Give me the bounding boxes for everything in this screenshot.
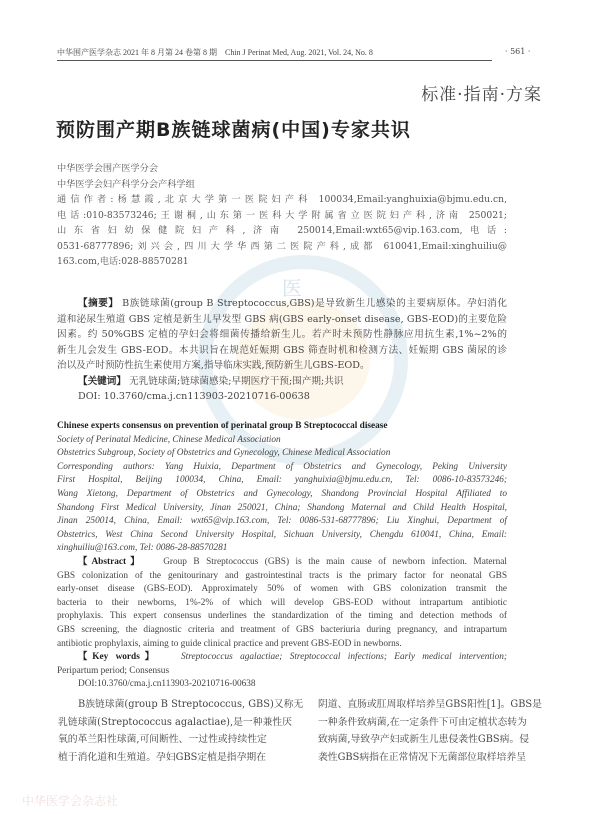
english-corresponding: xinghuiliu@163.com, Tel: 0086-28-88570281 — [57, 543, 228, 554]
watermark-seal-text: 医 — [282, 276, 302, 300]
abstract-line: 道和泌尿生殖道 GBS 定植是新生儿早发型 GBS 病(GBS early-onset disease, GBS-EOD)的主要危险 — [57, 313, 507, 325]
affiliation: 中华医学会妇产科学分会产科学组 — [57, 178, 195, 190]
publisher-watermark: 中华医学会杂志社 — [22, 794, 119, 808]
body-line: 乳链球菌(Streptococcus agalactiae),是一种兼性厌 — [58, 716, 292, 728]
abstract-line: 因素。约 50%GBS 定植的孕妇会将细菌传播给新生儿。若产时未预防性静脉应用抗生素,1%~2%的 — [57, 329, 507, 340]
english-keywords-label: 【Key words】 — [78, 652, 160, 663]
english-affiliation: Obstetrics Subgroup, Society of Obstetrics and Gynecology, Chinese Medical Association — [57, 448, 391, 459]
english-doi: DOI:10.3760/cma.j.cn113903-20210716-00638 — [78, 679, 256, 690]
english-abstract-line: Group B Streptococcus (GBS) is the main cause of newborn infection. Maternal — [163, 556, 507, 567]
english-title: Chinese experts consensus on prevention of perinatal group B Streptococcal disease — [57, 421, 388, 431]
english-abstract-label: 【Abstract】 — [78, 556, 144, 567]
body-column-left — [58, 696, 304, 766]
abstract-cn — [57, 296, 507, 405]
corresponding-line: 电话:010-83573246;王谢桐,山东第一医科大学附属省立医院妇产科,济南 250021; — [57, 209, 507, 221]
running-header: 中华围产医学杂志 2021 年 8 月第 24 卷第 8 期 Chin J Perinat Med, Aug. 2021, Vol. 24, No. 8 — [57, 47, 492, 61]
english-abstract-line: GBS colonization of the genitourinary and gastrointestinal tracts is the primary factor for neonatal GBS — [57, 570, 507, 581]
body-line: 氧的革兰阳性球菌,可间断性、一过性或持续性定 — [58, 734, 267, 745]
english-abstract-line: early-onset disease (GBS-EOD). Approximately 50% of women with GBS colonization transmit the — [57, 584, 507, 595]
corresponding-line: 通信作者:杨慧霞,北京大学第一医院妇产科 100034,Email:yanghuixia@bjmu.edu.cn, — [57, 194, 507, 205]
english-corresponding: Obstetrics, West China Second University Hospital, Sichuan University, Chengdu 610041, China, Email: — [57, 529, 507, 540]
page-number: · 561 · — [505, 47, 531, 56]
section-category: 标准·指南·方案 — [421, 85, 542, 105]
english-corresponding: Wang Xietong, Department of Obstetrics and Gynecology, Shandong Provincial Hospital Affiliated to — [57, 488, 507, 499]
english-corresponding: First Hospital, Beijing 100034, China, Email: yanghuixia@bjmu.edu.cn, Tel: 0086-10-83573246; — [57, 475, 507, 486]
doi: DOI: 10.3760/cma.j.cn113903-20210716-00638 — [78, 391, 310, 402]
english-section — [57, 420, 507, 692]
body-line: B族链球菌(group B Streptococcus, GBS)又称无 — [78, 699, 304, 710]
english-abstract-line: GBS screening, the diagnostic criteria and treatment of GBS bacteriuria during pregnancy, and intrapartum — [57, 624, 507, 635]
english-corresponding: Shandong First Medical University, Jinan 250021, China; Shandong Maternal and Child Health Hospital, — [57, 502, 507, 513]
article-title: 预防围产期B族链球菌病(中国)专家共识 — [56, 119, 411, 141]
english-affiliation: Society of Perinatal Medicine, Chinese Medical Association — [57, 434, 281, 445]
body-column-right — [318, 696, 542, 766]
keywords-label: 【关键词】 — [78, 375, 126, 387]
english-keywords: Streptococcus agalactiae; Streptococcal infections; Early medical intervention; — [180, 652, 507, 663]
abstract-label: 【摘要】 — [78, 298, 119, 309]
body-line: 致病菌,导致孕产妇或新生儿患侵袭性GBS病。侵 — [318, 734, 529, 745]
body-line: 植于消化道和生殖道。孕妇GBS定植是指孕期在 — [58, 751, 266, 763]
english-corresponding: Jinan 250014, China, Email: wxt65@vip.163.com, Tel: 0086-531-68777896; Liu Xinghui, Department of — [57, 516, 507, 527]
body-line: 袭性GBS病指在正常情况下无菌部位取样培养呈 — [318, 751, 526, 763]
body-line: 一种条件致病菌,在一定条件下可由定植状态转为 — [318, 716, 527, 728]
english-abstract-line: antibiotic prophylaxis, aiming to guide clinical practice and prevent GBS-EOD in newborns. — [57, 638, 402, 649]
corresponding-line: 163.com,电话:028-88570281 — [57, 256, 189, 267]
keywords: 无乳链球菌;链球菌感染;早期医疗干预;围产期;共识 — [129, 375, 344, 387]
abstract-line: 治以及产时预防性抗生素使用方案,指导临床实践,预防新生儿GBS-EOD。 — [57, 360, 370, 371]
affiliation: 中华医学会围产医学分会 — [57, 163, 159, 174]
english-abstract-line: bacteria to their newborns, 1%-2% of which will develop GBS-EOD without intrapartum antibiotic — [57, 597, 507, 608]
abstract-line: B族链球菌(group B Streptococcus,GBS)是导致新生儿感染的主要病原体。孕妇消化 — [122, 298, 508, 309]
body-line: 阴道、直肠或肛周取样培养呈GBS阳性[1]。GBS是 — [318, 699, 542, 710]
english-abstract-line: prophylaxis. This expert consensus underlines the standardization of the timing and detection methods of — [57, 611, 507, 622]
authors-cn — [57, 161, 507, 270]
english-corresponding: Corresponding authors: Yang Huixia, Department of Obstetrics and Gynecology, Peking University — [57, 461, 507, 472]
english-keywords: Peripartum period; Consensus — [57, 665, 170, 676]
corresponding-line: 山东省妇幼保健院妇产科,济南 250014,Email:wxt65@vip.163.com,电话: — [57, 225, 507, 236]
corresponding-line: 0531-68777896;刘兴会,四川大学华西第二医院产科,成都 610041,Email:xinghuiliu@ — [57, 240, 507, 252]
abstract-line: 新生儿会发生 GBS-EOD。本共识旨在规范妊娠期 GBS 筛查时机和检测方法、妊娠期 GBS 菌尿的诊 — [57, 344, 507, 356]
